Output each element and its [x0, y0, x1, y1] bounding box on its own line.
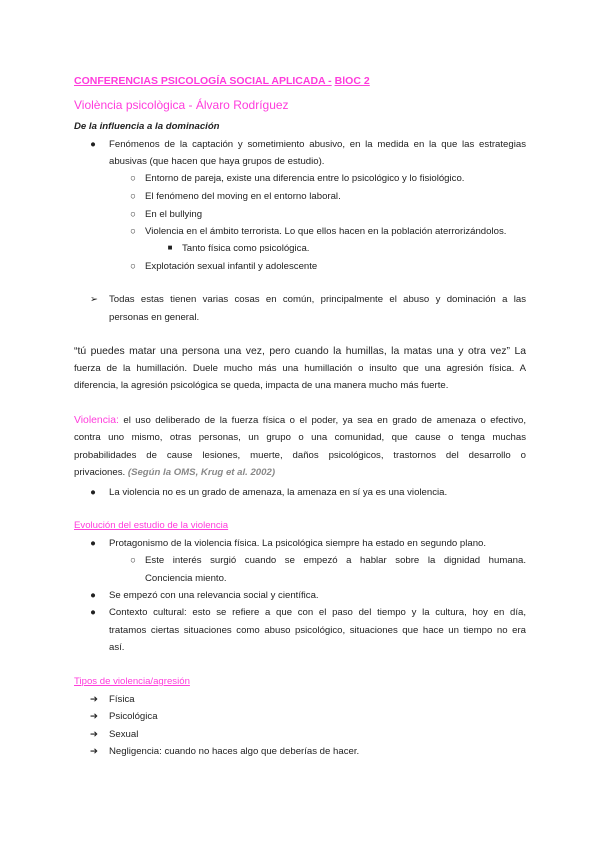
list-item: Sexual: [109, 729, 139, 740]
square-bullet: ■: [167, 243, 173, 252]
bullet-dot: ●: [90, 139, 96, 150]
citation: (Según la OMS, Krug et al. 2002): [127, 467, 276, 478]
circle-bullet: ○: [130, 209, 136, 220]
arrow-bullet: ➔: [89, 694, 99, 705]
arrow-text: Todas estas tienen varias cosas en común, principalmente el abuso y dominación a las: [109, 294, 526, 305]
sub-bullet-text: Entorno de pareja, existe una diferencia entre lo psicológico y lo fisiológico.: [145, 173, 465, 184]
bullet-dot: ●: [90, 538, 96, 549]
list-item: Física: [109, 694, 135, 705]
circle-bullet: ○: [130, 555, 136, 566]
arrow-bullet: ➢: [89, 294, 99, 305]
bullet-dot: ●: [90, 590, 96, 601]
definition-text: privaciones.: [74, 467, 126, 478]
sub-sub-bullet-text: Tanto física como psicológica.: [182, 243, 310, 254]
bullet-text: Se empezó con una relevancia social y científica.: [109, 590, 319, 601]
list-item: Psicológica: [109, 711, 158, 722]
definition-label: Violencia:: [74, 415, 119, 426]
document-subtitle: Violència psicològica - Álvaro Rodríguez: [74, 98, 289, 112]
bullet-text: así.: [109, 642, 125, 653]
sub-bullet-text: En el bullying: [145, 209, 203, 220]
bullet-dot: ●: [90, 607, 96, 618]
definition-text: contra uno mismo, otras personas, un grupo o una comunidad, que cause o tenga muchas: [74, 432, 526, 443]
quote-text: “tú puedes matar una persona una vez, pero cuando la humillas, la matas una y otra vez” La: [74, 346, 526, 357]
bullet-text: La violencia no es un grado de amenaza, la amenaza en sí ya es una violencia.: [109, 487, 448, 498]
section-heading-tipos: Tipos de violencia/agresión: [74, 676, 190, 687]
sub-bullet-text: El fenómeno del moving en el entorno laboral.: [145, 191, 341, 202]
bullet-text: Contexto cultural: esto se refiere a que con el paso del tiempo y la cultura, hoy en día,: [109, 607, 526, 618]
bullet-dot: ●: [90, 487, 96, 498]
sub-bullet-text: Violencia en el ámbito terrorista. Lo que ellos hacen en la población aterrorizándolos.: [145, 226, 507, 237]
title-text: CONFERENCIAS PSICOLOGÍA SOCIAL APLICADA -: [74, 75, 332, 87]
arrow-text: personas en general.: [109, 312, 200, 323]
sub-bullet-text: Conciencia miento.: [145, 573, 227, 584]
definition-line: [74, 415, 526, 426]
definition-text: el uso deliberado de la fuerza física o el poder, ya sea en grado de amenaza o efectivo,: [123, 415, 526, 426]
quote-text: fuerza de la humillación. Duele mucho más una humillación o insulto que una agresión física. A: [74, 363, 526, 374]
section-heading-influencia: De la influencia a la dominación: [74, 121, 220, 132]
bullet-text: Protagonismo de la violencia física. La psicológica siempre ha estado en segundo plano.: [109, 538, 487, 549]
definition-last-line: [74, 467, 275, 478]
sub-bullet-text: Este interés surgió cuando se empezó a hablar sobre la dignidad humana.: [145, 555, 526, 566]
quote-text: diferencia, la agresión psicológica se queda, impacta de una manera mucho más fuerte.: [74, 380, 449, 391]
bloc-label: BlOC 2: [334, 75, 370, 87]
list-item: Negligencia: cuando no haces algo que deberías de hacer.: [109, 746, 360, 757]
bullet-text: Fenómenos de la captación y sometimiento abusivo, en la medida en la que las estrategias: [109, 139, 526, 150]
arrow-bullet: ➔: [89, 711, 99, 722]
bullet-text: abusivas (que hacen que haya grupos de estudio).: [109, 156, 325, 167]
definition-text: probabilidades de cause lesiones, muerte, daños psicológicos, trastornos del desarrollo o: [74, 450, 526, 461]
circle-bullet: ○: [130, 173, 136, 184]
sub-bullet-text: Explotación sexual infantil y adolescente: [145, 261, 318, 272]
section-heading-evolucion: Evolución del estudio de la violencia: [74, 520, 229, 531]
bullet-text: tratamos ciertas situaciones como abuso psicológico, situaciones que hace un tiempo no era: [109, 625, 526, 636]
circle-bullet: ○: [130, 261, 136, 272]
document-title: [74, 75, 370, 87]
arrow-bullet: ➔: [89, 746, 99, 757]
arrow-bullet: ➔: [89, 729, 99, 740]
circle-bullet: ○: [130, 226, 136, 237]
circle-bullet: ○: [130, 191, 136, 202]
